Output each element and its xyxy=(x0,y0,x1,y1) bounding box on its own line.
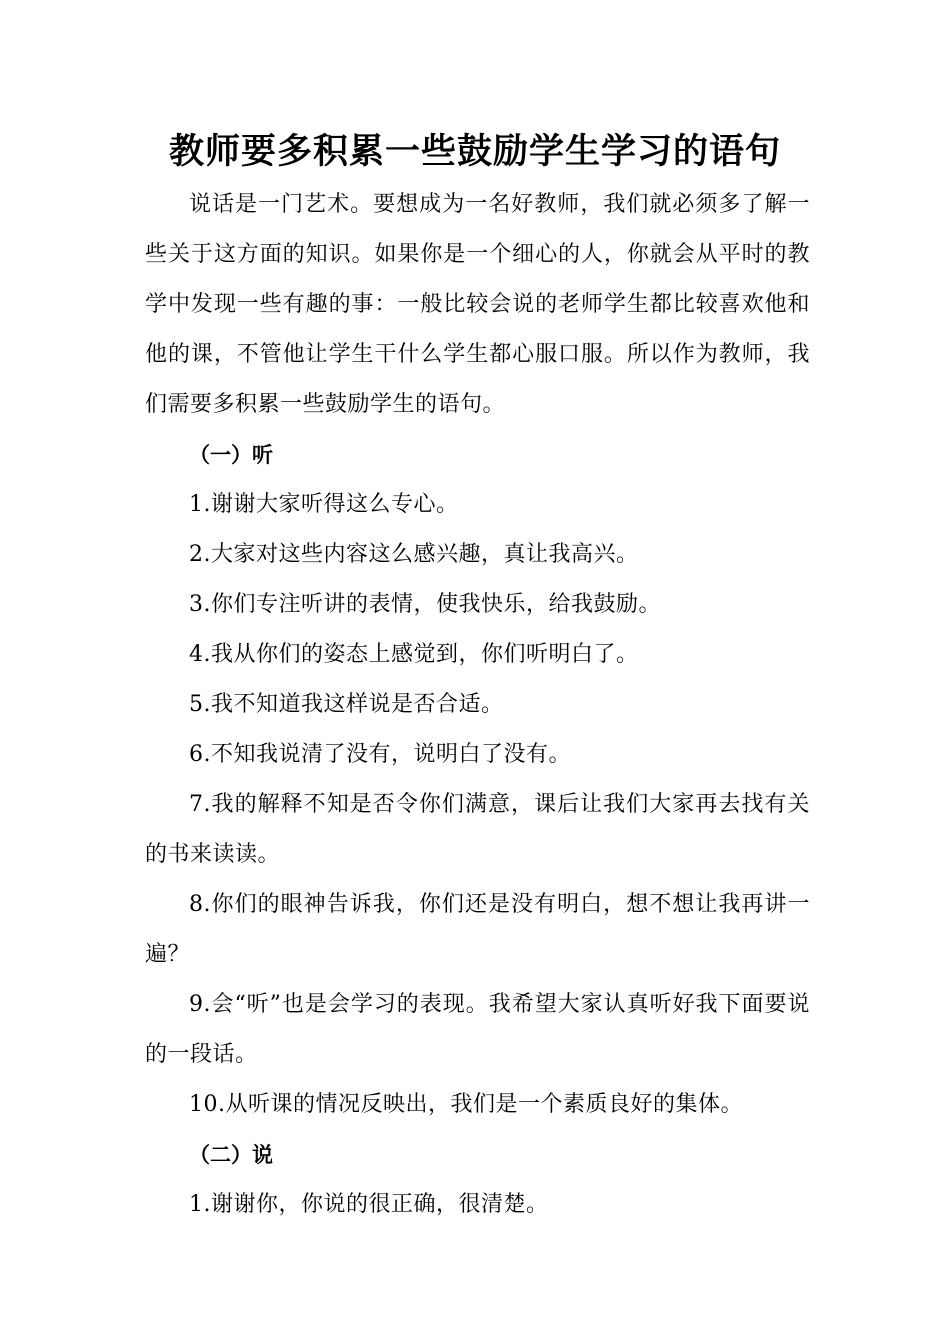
intro-paragraph: 说话是一门艺术。要想成为一名好教师，我们就必须多了解一些关于这方面的知识。如果你是一个细心的人，你就会从平时的教学中发现一些有趣的事：一般比较会说的老师学生都比较喜欢他和他的课，不管他让学生干什么学生都心服口服。所以作为教师，我们需要多积累一些鼓励学生的语句。 xyxy=(145,192,810,417)
list-item: 6.不知我说清了没有，说明白了没有。 xyxy=(189,742,571,767)
section-heading-speak: （二）说 xyxy=(189,1143,273,1167)
list-item: 5.我不知道我这样说是否合适。 xyxy=(189,692,504,717)
list-item: 8.你们的眼神告诉我，你们还是没有明白，想不想让我再讲一遍？ xyxy=(145,892,810,967)
document-body xyxy=(145,180,810,1230)
list-item: 7.我的解释不知是否令你们满意，课后让我们大家再去找有关的书来读读。 xyxy=(145,792,810,867)
list-item: 4.我从你们的姿态上感觉到，你们听明白了。 xyxy=(189,642,639,667)
list-item: 3.你们专注听讲的表情，使我快乐，给我鼓励。 xyxy=(189,592,661,617)
list-item: 2.大家对这些内容这么感兴趣，真让我高兴。 xyxy=(189,542,639,567)
document-title: 教师要多积累一些鼓励学生学习的语句 xyxy=(168,132,781,172)
list-item: 9.会“听”也是会学习的表现。我希望大家认真听好我下面要说的一段话。 xyxy=(145,992,810,1067)
section-heading-listen: （一）听 xyxy=(189,443,273,467)
list-item: 1.谢谢你，你说的很正确，很清楚。 xyxy=(189,1192,549,1217)
list-item: 1.谢谢大家听得这么专心。 xyxy=(189,492,459,517)
list-item: 10.从听课的情况反映出，我们是一个素质良好的集体。 xyxy=(189,1092,743,1117)
